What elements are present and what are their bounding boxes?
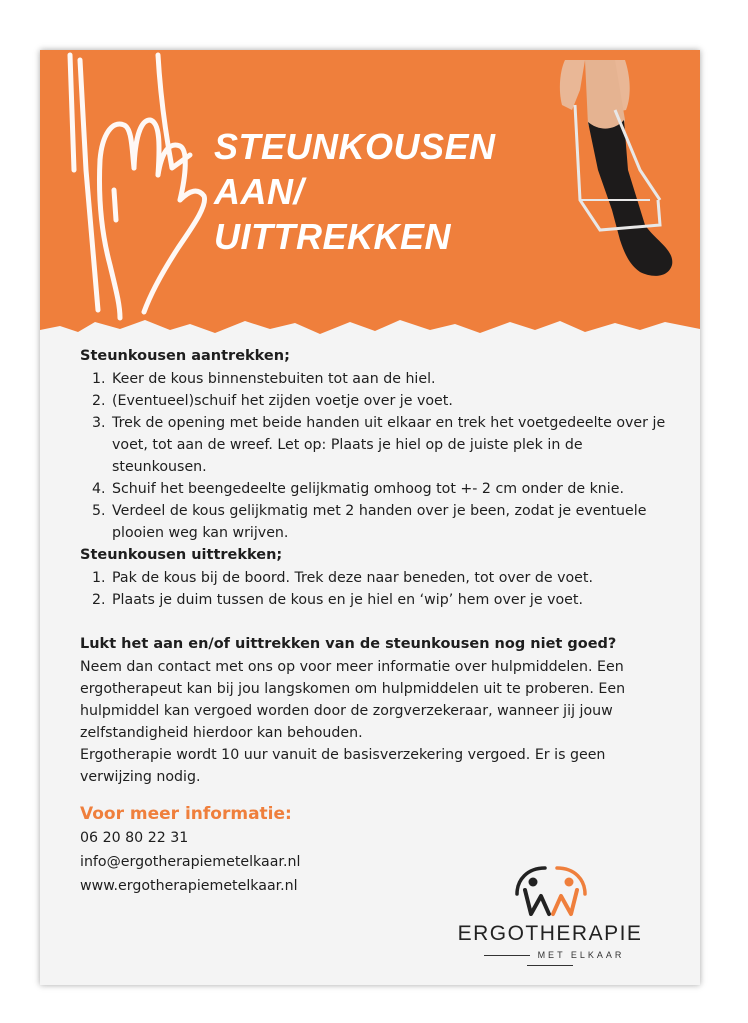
contact-phone[interactable]: 06 20 80 22 31 [80,830,189,846]
steps-off-list [80,567,670,611]
contact-heading: Voor meer informatie: [80,804,292,824]
list-item: 1. Pak de kous bij de boord. Trek deze naar beneden, tot over de voet. [110,567,670,589]
logo-subtitle: MET ELKAAR [445,950,655,970]
main-content [80,345,670,898]
flyer-page [40,50,700,985]
list-item: 2. Plaats je duim tussen de kous en je hiel en ‘wip’ hem over je voet. [110,589,670,611]
list-item: 5. Verdeel de kous gelijkmatig met 2 handen over je been, zodat je eventuele plooien weg kan wrijven. [110,500,670,544]
list-item: 2. (Eventueel)schuif het zijden voetje over je voet. [110,390,670,412]
contact-website[interactable]: www.ergotherapiemetelkaar.nl [80,878,298,894]
list-item: 1. Keer de kous binnenstebuiten tot aan de hiel. [110,368,670,390]
header-banner [40,50,700,350]
help-paragraph-1: Neem dan contact met ons op voor meer informatie over hulpmiddelen. Een ergotherapeut kan bij jou langskomen om hulpmiddelen uit te proberen. Een hulpmiddel kan vergoed worden door de zorgverzekeraar, wanneer jij jouw zelfstandigheid hierdoor kan behouden. [80,659,626,741]
page-title [214,124,496,259]
section-on-heading: Steunkousen aantrekken; [80,348,290,364]
title-line-1: STEUNKOUSEN [214,126,496,167]
steps-on-list [80,368,670,544]
logo-figures-icon [445,860,655,922]
help-paragraph-2: Ergotherapie wordt 10 uur vanuit de basisverzekering vergoed. Er is geen verwijzing nodig. [80,747,606,785]
hand-outline-icon [70,55,205,318]
spacer [80,611,670,633]
contact-email[interactable]: info@ergotherapiemetelkaar.nl [80,854,301,870]
sock-aid-illustration-icon [560,60,672,276]
section-off-heading: Steunkousen uittrekken; [80,547,283,563]
company-logo [445,860,655,970]
logo-name: ERGOTHERAPIE [457,922,643,945]
help-heading: Lukt het aan en/of uittrekken van de steunkousen nog niet goed? [80,636,617,652]
title-line-2: AAN/ [214,171,304,212]
list-item: 4. Schuif het beengedeelte gelijkmatig omhoog tot +- 2 cm onder de knie. [110,478,670,500]
list-item: 3. Trek de opening met beide handen uit elkaar en trek het voetgedeelte over je voet, tot aan de wreef. Let op: Plaats je hiel op de juiste plek in de steunkousen. [110,412,670,478]
title-line-3: UITTREKKEN [214,216,451,257]
